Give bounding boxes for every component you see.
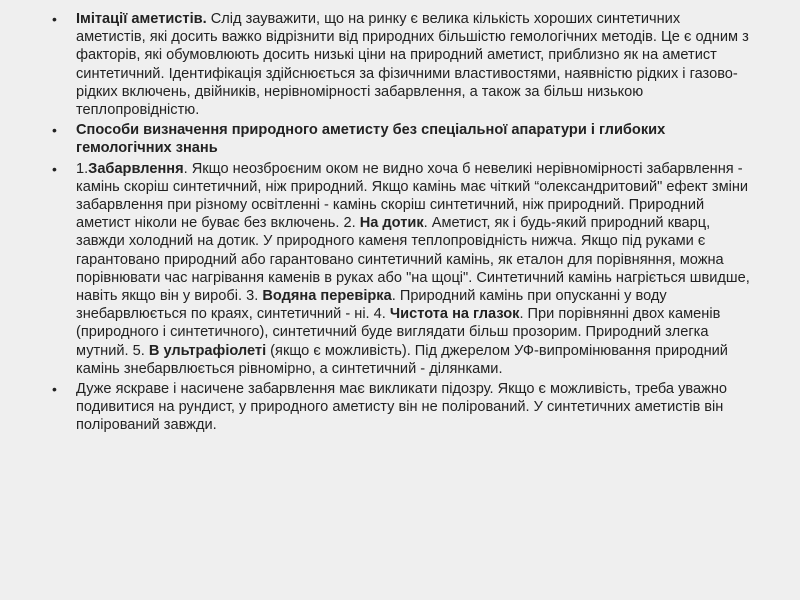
method-text: (якщо є можливість). Під джерелом УФ-випромінювання природний камінь знебарвлюється рівномірно, а синтетичний - ділянками. — [76, 342, 728, 377]
method-text: . Аметист, як і будь-який природний кварц, завжди холодний на дотик. У природного каменя теплопровідність нижча. Якщо під руками є гарантовано природний або гарантовано синтетичний камінь, як еталон для порівняння, можна порівнювати час нагрівання каменів в руках або "на щоці". Синтетичний камінь нагріється швидше, навіть якщо він у виробі. 3. — [76, 215, 750, 305]
method-text: . При порівнянні двох каменів (природного і синтетичного), синтетичний буде виглядати більш прозорим. Природний злегка мутний. 5. — [76, 306, 721, 359]
method-title-water: Водяна перевірка — [262, 288, 392, 305]
method-number: 1. — [76, 160, 89, 177]
bullet-text: Слід зауважити, що на ринку є велика кількість хороших синтетичних аметистів, які досить важко відрізнити від природних більшістю гемологічних методів. Це є одним з факторів, які обумовлюють досить низькі ціни на природний аметист, приблизно як на аметист синтетичний. Ідентифікація здійснюється за фізичними властивостями, наявністю рідких і газово-рідких включень, двійників, нерівномірності забарвлення, а також за більш низькою теплопровідністю. — [76, 11, 749, 119]
bullet-methods-heading — [52, 121, 752, 157]
method-text: . Якщо неозброєним оком не видно хоча б невеликі нерівномірності забарвлення - камінь скоріш синтетичний, ніж природний. Якщо камінь має чіткий “олександритовий" ефект зміни забарвлення при різному освітленні - камінь скоріш синтетичний, ніж природний. Природний аметист ніколи не буває без включень. 2. — [76, 160, 749, 232]
bullet-bright-color — [52, 380, 752, 435]
bullet-text: Дуже яскраве і насичене забарвлення має викликати підозру. Якщо є можливість, треба уважно подивитися на рундист, у природного аметисту він не полірований. У синтетичних аметистів він полірований завжди. — [76, 381, 728, 434]
method-title-clarity: Чистота на глазок — [389, 306, 520, 323]
bullet-lead: Імітації аметистів. — [76, 11, 207, 27]
method-title-color: Забарвлення — [88, 160, 184, 177]
bullet-imitations — [52, 10, 752, 119]
slide-content — [52, 10, 752, 437]
section-heading: Способи визначення природного аметисту без спеціальної апаратури і глибоких гемологічних знань — [76, 122, 666, 157]
method-title-uv: В ультрафіолеті — [148, 342, 267, 359]
method-text: . Природний камінь при опусканні у воду знебарвлюється по краях, синтетичний - ні. 4. — [76, 288, 667, 323]
method-title-touch: На дотик — [359, 215, 424, 232]
bullet-methods-list — [52, 160, 752, 378]
bullet-icon: • — [52, 122, 57, 139]
bullet-icon: • — [52, 160, 57, 177]
bullet-icon: • — [52, 381, 57, 398]
bullet-icon: • — [52, 11, 57, 27]
